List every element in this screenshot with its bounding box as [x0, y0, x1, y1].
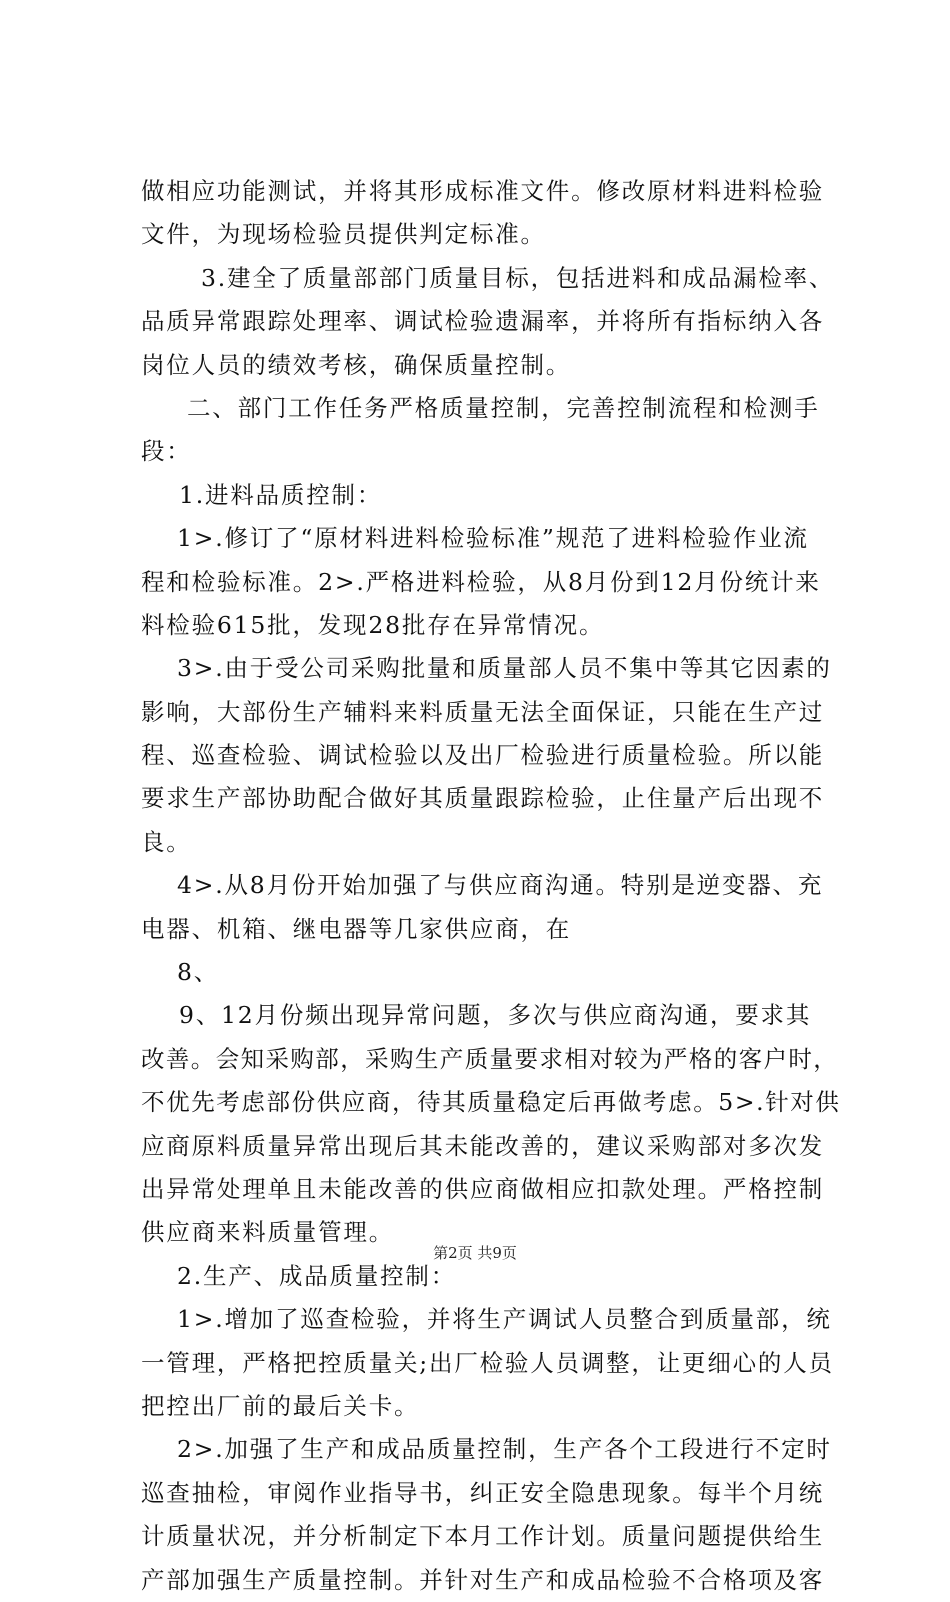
- text-line: 3>.由于受公司采购批量和质量部人员不集中等其它因素的: [177, 654, 832, 683]
- text-line: 良。: [141, 827, 192, 856]
- text-line: 1>.增加了巡查检验，并将生产调试人员整合到质量部，统: [177, 1305, 832, 1334]
- text-line: 把控出厂前的最后关卡。: [141, 1391, 420, 1420]
- text-line: 1>.修订了“原材料进料检验标准”规范了进料检验作业流: [177, 524, 809, 553]
- text-line: 4>.从8月份开始加强了与供应商沟通。特别是逆变器、充: [177, 871, 824, 900]
- text-line: 改善。会知采购部，采购生产质量要求相对较为严格的客户时，: [141, 1044, 839, 1073]
- document-body: [141, 170, 841, 1602]
- text-line: 要求生产部协助配合做好其质量跟踪检验，止住量产后出现不: [141, 784, 825, 813]
- text-line: 9、12月份频出现异常问题，多次与供应商沟通，要求其: [179, 1001, 812, 1030]
- text-line: 产部加强生产质量控制。并针对生产和成品检验不合格项及客: [141, 1565, 825, 1594]
- text-line: 电器、机箱、继电器等几家供应商，在: [141, 914, 572, 943]
- text-line: 文件，为现场检验员提供判定标准。: [141, 220, 546, 249]
- text-line: 品质异常跟踪处理率、调试检验遗漏率，并将所有指标纳入各: [141, 307, 825, 336]
- text-line: 影响，大部份生产辅料来料质量无法全面保证，只能在生产过: [141, 697, 825, 726]
- text-line: 做相应功能测试，并将其形成标准文件。修改原材料进料检验: [141, 177, 825, 205]
- text-line: 计质量状况，并分析制定下本月工作计划。质量问题提供给生: [141, 1522, 825, 1551]
- text-line: 二、部门工作任务严格质量控制，完善控制流程和检测手: [187, 393, 820, 422]
- text-line: 8、: [177, 958, 220, 987]
- text-line: 程和检验标准。2>.严格进料检验，从8月份到12月份统计来: [141, 567, 821, 596]
- text-line: 巡查抽检，审阅作业指导书，纠正安全隐患现象。每半个月统: [141, 1478, 825, 1507]
- text-line: 不优先考虑部份供应商，待其质量稳定后再做考虑。5>.针对供: [141, 1088, 841, 1117]
- text-line: 1.进料品质控制：: [179, 480, 383, 509]
- text-line: 料检验615批，发现28批存在异常情况。: [141, 610, 605, 639]
- text-line: 出异常处理单且未能改善的供应商做相应扣款处理。严格控制: [141, 1174, 825, 1203]
- text-line: 2>.加强了生产和成品质量控制，生产各个工段进行不定时: [177, 1435, 832, 1464]
- text-line: 2.生产、成品质量控制：: [177, 1261, 457, 1290]
- page-footer: 第2页 共9页: [433, 1244, 517, 1262]
- text-line: 段：: [141, 437, 192, 466]
- text-line: 供应商来料质量管理。: [141, 1218, 394, 1247]
- text-line: 岗位人员的绩效考核，确保质量控制。: [141, 350, 572, 379]
- text-line: 一管理，严格把控质量关;出厂检验人员调整，让更细心的人员: [141, 1348, 834, 1377]
- text-line: 应商原料质量异常出现后其未能改善的，建议采购部对多次发: [141, 1131, 825, 1160]
- text-line: 3.建全了质量部部门质量目标，包括进料和成品漏检率、: [201, 263, 835, 292]
- text-line: 程、巡查检验、调试检验以及出厂检验进行质量检验。所以能: [141, 741, 825, 770]
